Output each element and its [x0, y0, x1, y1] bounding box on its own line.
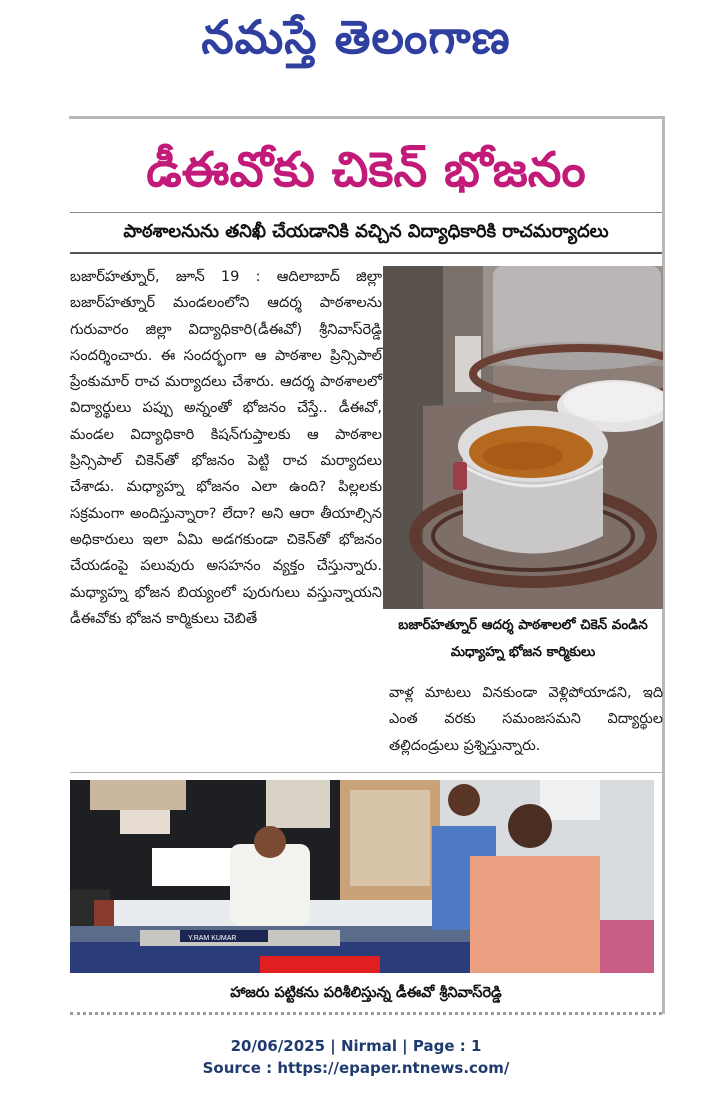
nameplate-text: Y.RAM KUMAR [188, 935, 237, 942]
edition-line: 20/06/2025 | Nirmal | Page : 1 [230, 1037, 482, 1055]
article-body-column-2: వాళ్ల మాటలు వినకుండా వెళ్లిపోయాడని, ఇది ఎంత వరకు సమంజసమని విద్యార్థుల తల్లిదండ్రులు ప్రశ్నిస్తున్నారు. [389, 685, 663, 754]
masthead-title: నమస్తే తెలంగాణ [201, 10, 511, 64]
article-headline: డీఈవోకు చికెన్ భోజనం [146, 142, 586, 198]
photo1-caption: బజార్‌హత్నూర్ ఆదర్శ పాఠశాలలో చికెన్ వండిన మధ్యాహ్న భోజన కార్మికులు [398, 617, 648, 660]
photo-deo-inspection [70, 780, 654, 973]
subheadline-divider [70, 252, 662, 254]
headline-divider [70, 212, 662, 213]
photo-cooking-pot [383, 266, 663, 609]
photo-divider [70, 772, 662, 773]
article-subheadline: పాఠశాలనును తనిఖీ చేయడానికి వచ్చిన విద్యాధికారికి రాచమర్యాదలు [123, 221, 609, 242]
source-line: Source : https://epaper.ntnews.com/ [202, 1059, 510, 1077]
photo2-caption: హాజరు పట్టికను పరిశీలిస్తున్న డీఈవో శ్రీనివాస్‌రెడ్డి [230, 985, 502, 1001]
article-bottom-dotted-rule [70, 1012, 662, 1015]
article-body-column-1: బజార్‌హత్నూర్, జూన్ 19 : ఆదిలాబాద్ జిల్లా బజార్‌హత్నూర్ మండలంలోని ఆదర్శ పాఠశాలను గురువారం జిల్లా విద్యాధికారి(డీఈవో) శ్రీనివాస్‌రెడ్డి సందర్శించారు. ఈ సందర్భంగా ఆ పాఠశాల ప్రిన్సిపాల్ ప్రేంకుమార్ రాచ మర్యాదలు చేశారు. ఆదర్శ పాఠశాలలో విద్యార్థులు పప్పు అన్నంతో భోజనం చేస్తే.. డీఈవో, మండల విద్యాధికారి కిషన్‌గుప్తాలకు ఆ పాఠశాల ప్రిన్సిపాల్ చికెన్‌తో భోజనం పెట్టి రాచ మర్యాదలు చేశాడు. మధ్యాహ్న భోజనం ఎలా ఉంది? పిల్లలకు సక్రమంగా అందిస్తున్నారా? లేదా? అని ఆరా తీయాల్సిన అధికారులు ఇలా ఏమి అడగకుండా చికెన్‌తో భోజనం చేయడంపై పలువురు అసహనం వ్యక్తం చేస్తున్నారు. మధ్యాహ్న భోజన బియ్యంలో పురుగులు వస్తున్నాయని డీఈవోకు భోజన కార్మికులు చెబితే [70, 268, 382, 627]
article-frame-top [69, 116, 663, 119]
